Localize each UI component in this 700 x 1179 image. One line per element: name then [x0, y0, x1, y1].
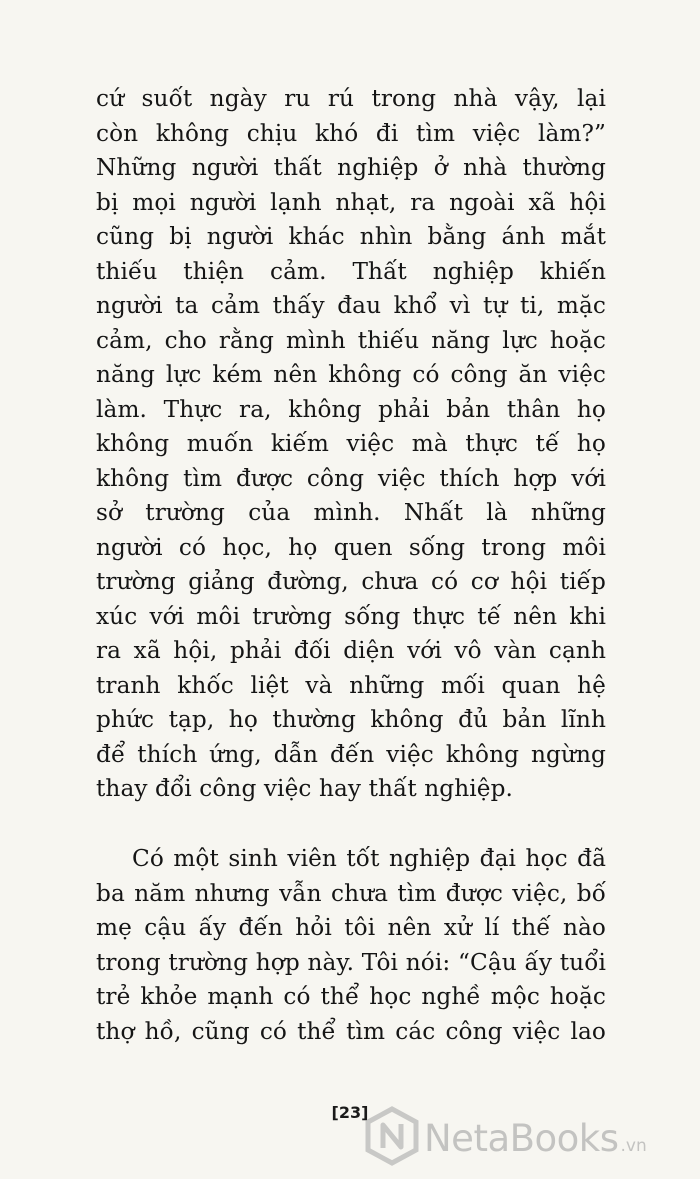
text-line: mẹ cậu ấy đến hỏi tôi nên xử lí thế nào: [96, 914, 606, 941]
watermark-suffix: .vn: [620, 1136, 647, 1156]
text-line: người ta cảm thấy đau khổ vì tự ti, mặc: [96, 292, 606, 319]
text-line: trong trường hợp này. Tôi nói: “Cậu ấy tuổi: [96, 948, 606, 976]
text-line: không muốn kiếm việc mà thực tế họ: [96, 430, 606, 457]
text-line: bị mọi người lạnh nhạt, ra ngoài xã hội: [96, 188, 606, 216]
text-line: thợ hồ, cũng có thể tìm các công việc lao: [96, 1017, 606, 1045]
paragraph-2: [96, 842, 606, 1049]
text-line: Có một sinh viên tốt nghiệp đại học đã: [132, 845, 606, 872]
text-line: sở trường của mình. Nhất là những: [96, 499, 606, 526]
text-line: làm. Thực ra, không phải bản thân họ: [96, 395, 606, 423]
paragraph-1: [96, 82, 606, 807]
text-line: ba năm nhưng vẫn chưa tìm được việc, bố: [96, 879, 606, 907]
text-line: người có học, họ quen sống trong môi: [96, 533, 606, 561]
text-line: thay đổi công việc hay thất nghiệp.: [96, 775, 513, 802]
text-line: cứ suốt ngày ru rú trong nhà vậy, lại: [96, 85, 606, 112]
text-line: phức tạp, họ thường không đủ bản lĩnh: [96, 706, 606, 733]
text-line: cảm, cho rằng mình thiếu năng lực hoặc: [96, 326, 606, 354]
text-line: trường giảng đường, chưa có cơ hội tiếp: [96, 568, 606, 595]
text-line: còn không chịu khó đi tìm việc làm?”: [96, 119, 606, 147]
watermark-brand: NetaBooks: [424, 1116, 619, 1160]
netabooks-logo-icon: [364, 1106, 420, 1166]
text-line: thiếu thiện cảm. Thất nghiệp khiến: [96, 257, 606, 285]
text-line: tranh khốc liệt và những mối quan hệ: [96, 671, 606, 699]
text-line: năng lực kém nên không có công ăn việc: [96, 361, 606, 388]
page-number: [23]: [331, 1103, 369, 1122]
text-line: để thích ứng, dẫn đến việc không ngừng: [96, 740, 606, 768]
text-line: trẻ khỏe mạnh có thể học nghề mộc hoặc: [96, 983, 606, 1010]
text-line: xúc với môi trường sống thực tế nên khi: [96, 602, 606, 630]
text-line: Những người thất nghiệp ở nhà thường: [96, 154, 606, 181]
text-line: không tìm được công việc thích hợp với: [96, 464, 606, 492]
text-line: cũng bị người khác nhìn bằng ánh mắt: [96, 223, 606, 250]
watermark: [364, 1104, 698, 1168]
text-line: ra xã hội, phải đối diện với vô vàn cạnh: [96, 637, 606, 664]
